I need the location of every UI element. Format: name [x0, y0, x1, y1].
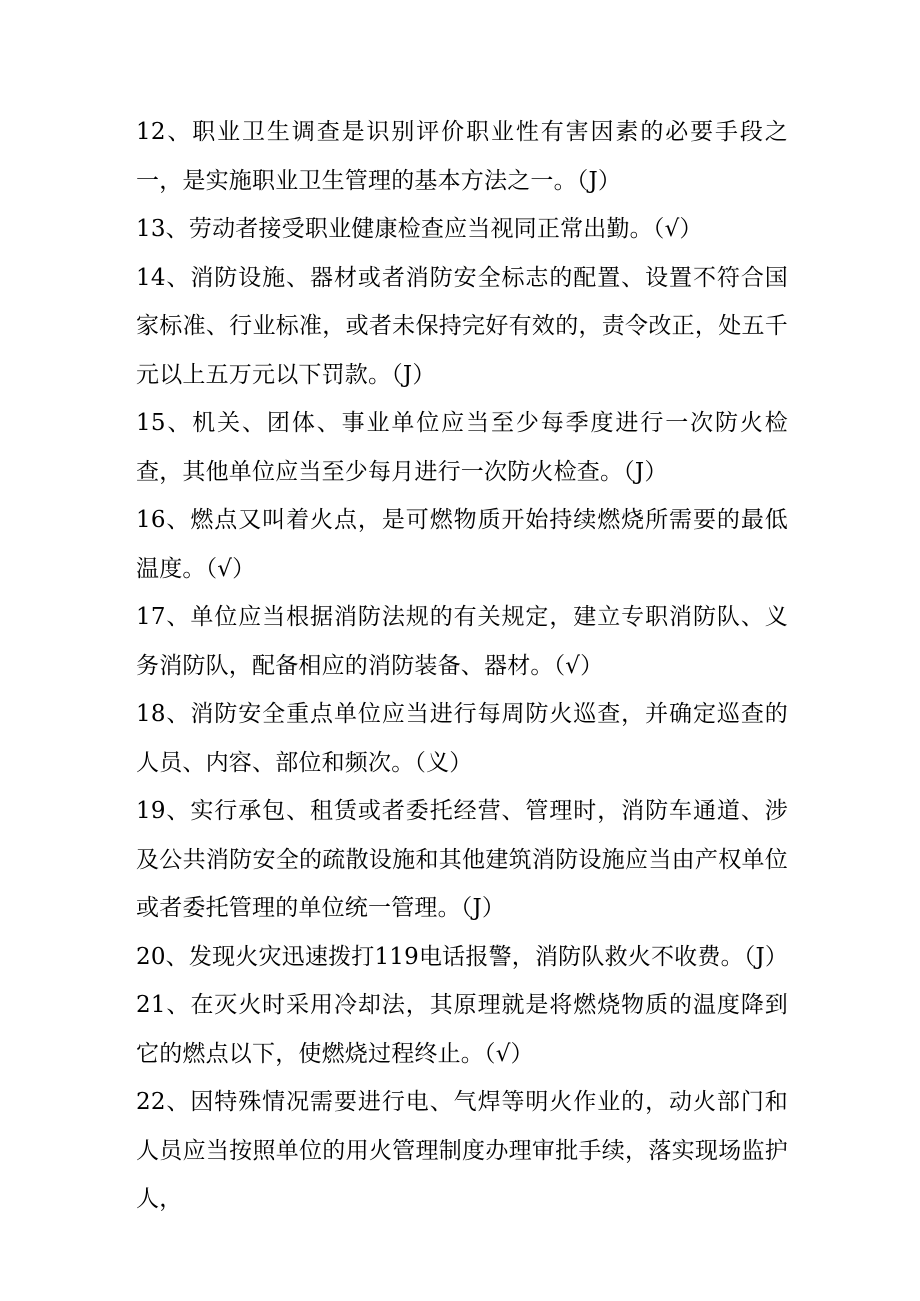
- question-item-16: 16、燃点又叫着火点，是可燃物质开始持续燃烧所需要的最低温度。（√）: [136, 507, 788, 582]
- question-item-14: 14、消防设施、器材或者消防安全标志的配置、设置不符合国家标准、行业标准，或者未保持完好有效的，责令改正，处五千元以上五万元以下罚款。（J）: [136, 264, 788, 388]
- question-item-21: 21、在灭火时采用冷却法，其原理就是将燃烧物质的温度降到它的燃点以下，使燃烧过程终止。（√）: [136, 992, 788, 1067]
- question-item-18: 18、消防安全重点单位应当进行每周防火巡查，并确定巡查的人员、内容、部位和频次。（义）: [136, 701, 788, 776]
- question-item-15: 15、机关、团体、事业单位应当至少每季度进行一次防火检查，其他单位应当至少每月进行一次防火检查。（J）: [136, 410, 788, 485]
- question-item-19: 19、实行承包、租赁或者委托经营、管理时，消防车通道、涉及公共消防安全的疏散设施和其他建筑消防设施应当由产权单位或者委托管理的单位统一管理。（J）: [136, 798, 788, 921]
- question-item-20: 20、发现火灾迅速拨打119电话报警，消防队救火不收费。（J）: [136, 943, 789, 970]
- document-body: [136, 108, 788, 1224]
- question-item-17: 17、单位应当根据消防法规的有关规定，建立专职消防队、义务消防队，配备相应的消防装备、器材。（√）: [136, 604, 788, 679]
- question-item-13: 13、劳动者接受职业健康检查应当视同正常出勤。（√）: [136, 216, 703, 242]
- question-item-12: 12、职业卫生调查是识别评价职业性有害因素的必要手段之一，是实施职业卫生管理的基本方法之一。（J）: [136, 119, 788, 194]
- question-item-22: 22、因特殊情况需要进行电、气焊等明火作业的，动火部门和人员应当按照单位的用火管理制度办理审批手续，落实现场监护人，: [136, 1089, 788, 1212]
